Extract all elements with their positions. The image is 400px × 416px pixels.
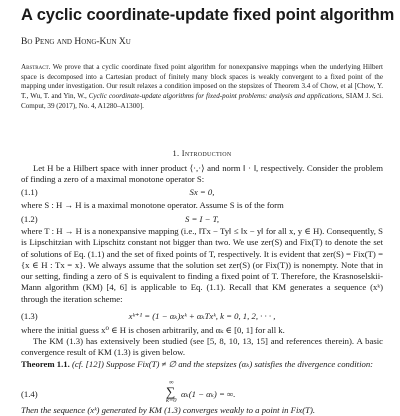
paper-title: A cyclic coordinate-update fixed point algorithm (21, 6, 395, 24)
sum-lower-limit: k=0 (166, 397, 177, 404)
theorem-1-1 (21, 359, 383, 370)
section-heading: 1. Introduction (172, 149, 232, 158)
paragraph-2: where S : H → H is a maximal monotone operator. Assume S is of the form (21, 200, 284, 210)
paper-authors: Bo Peng and Hong-Kun Xu (21, 37, 131, 47)
abstract (21, 63, 383, 112)
equation-1-4 (21, 379, 383, 404)
paragraph-5: The KM (1.3) has extensively been studied (see [5, 8, 10, 13, 15] and references therein). A basic convergence result of KM (1.3) is given below. (21, 336, 383, 358)
sum-upper-limit: ∞ (169, 379, 174, 386)
theorem-label: Theorem 1.1. (21, 359, 70, 369)
theorem-text: (cf. [12]) Suppose Fix(T) ≠ ∅ and the stepsizes (αₖ) satisfies the divergence condition: (72, 359, 374, 369)
equation-body: xᵏ⁺¹ = (1 − αₖ)xᵏ + αₖTxᵏ, k = 0, 1, 2, · · · , (128, 311, 276, 321)
paragraph-1: Let H be a Hilbert space with inner product ⟨·,·⟩ and norm ‖ · ‖, respectively. Consider the problem of finding a zero of a maximal monotone operator S: (21, 163, 383, 185)
equation-tag: (1.1) (21, 187, 38, 197)
equation-body: αₖ(1 − αₖ) = ∞. (181, 389, 236, 399)
summation-symbol: ∑ (166, 384, 176, 399)
paragraph-4: where the initial guess x⁰ ∈ H is chosen arbitrarily, and αₖ ∈ [0, 1] for all k. (21, 325, 285, 335)
abstract-citation-tail: SIAM J. Sci. Comput, 39 (2017), No. 4, A1280–A1300]. (21, 92, 383, 110)
equation-1-1 (21, 187, 383, 199)
equation-1-2 (21, 214, 383, 226)
paragraph-3: where T : H → H is a nonexpansive mapping (i.e., ‖Tx − Ty‖ ≤ ‖x − y‖ for all x, y ∈ H). Consequently, S is Lipschitzian with Lipschitz constant not bigger than two. We use zer(S) and Fix(T) to denote the set of solutions of Eq. (1.1) and the set of fixed points of T, respectively. It is evident that zer(S) = Fix(T) = {x ∈ H : Tx = x}. We always assume that the solution set zer(S) (or Fix(T)) is nonempty. Note that in our setting, finding a zero of S is equivalent to finding a fixed point of T. Therefore, the Krasnoselskii-Mann algorithm (KM) [4, 6] is applicable to Eq. (1.1). Recall that KM generates a sequence (xᵏ) through the iteration scheme: (21, 226, 383, 304)
equation-body: S = I − T, (184, 214, 219, 224)
abstract-citation-title: Cyclic coordinate-update algorithms for fixed-point problems: analysis and applications, (88, 92, 344, 101)
equation-tag: (1.4) (21, 389, 38, 399)
equation-tag: (1.2) (21, 214, 38, 224)
paragraph-6: Then the sequence (xᵏ) generated by KM (1.3) converges weakly to a point in Fix(T). (21, 405, 316, 415)
equation-tag: (1.3) (21, 311, 38, 321)
equation-body: Sx = 0, (189, 187, 215, 197)
abstract-text: We prove that a cyclic coordinate fixed point algorithm for nonexpansive mappings when the underlying Hilbert space is decomposed into a Cartesian product of finitely many block spaces is weakly convergent to a fixed point of the mapping under investigation. Our result relaxes a condition imposed on the stepsizes of Theorem 3.4 of Chow, et al [Chow, Y. T., Wu, T. and Yin, W., (21, 63, 383, 101)
abstract-label: Abstract. (21, 63, 51, 71)
equation-1-3 (21, 311, 383, 323)
